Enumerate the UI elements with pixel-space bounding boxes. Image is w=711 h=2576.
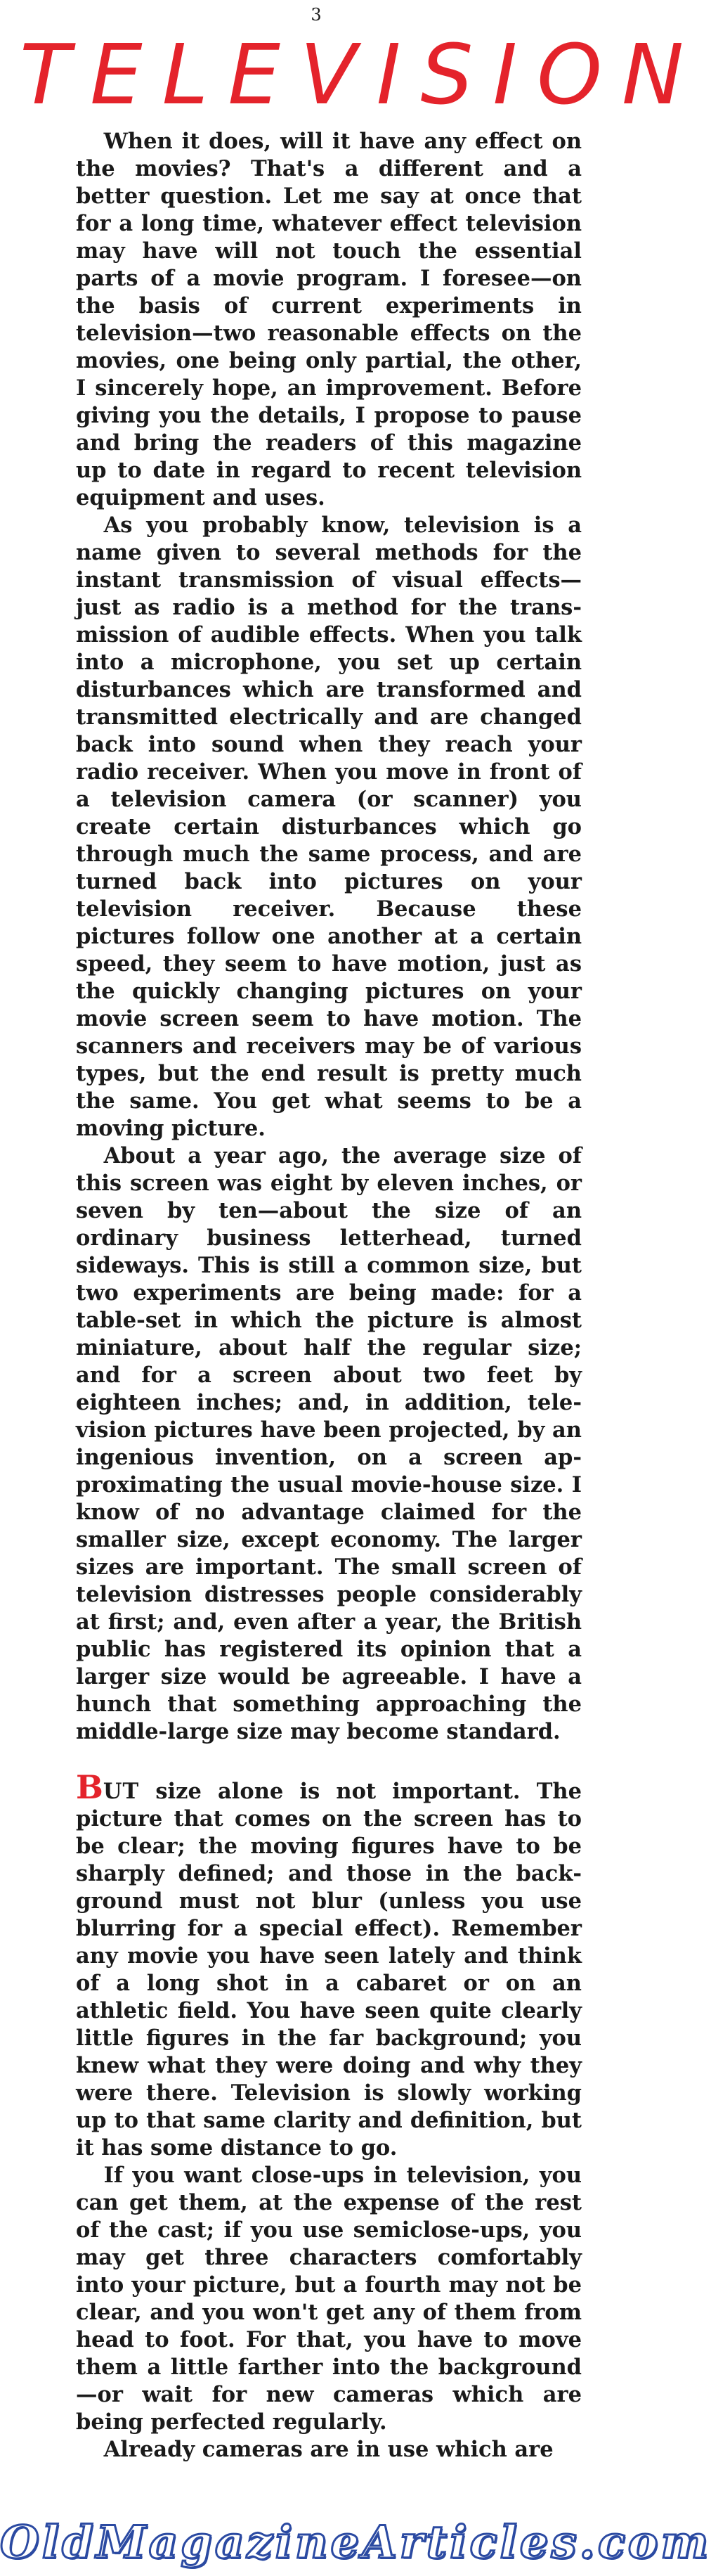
watermark-logo: OldMagazineArticles.com: [0, 2516, 711, 2569]
paragraph-6: Already cameras are in use which are: [103, 2437, 554, 2462]
article-title: TELEVISION: [20, 26, 704, 123]
article-body: [76, 128, 582, 2464]
paragraph-5: If you want close-ups in television, you can get them, at the expense of the rest of the cast; if you use semiclose-ups, you may get three characters comfortably into your picture, but a fourth may not be clear, and you won't get any of them from head to foot. For that, you have to move them a little farther into the background—or wait for new cameras which are being perfected regularly.: [76, 2163, 582, 2435]
paragraph-2: As you probably know, television is a name given to several methods for the instant transmission of visual effects—just as radio is a method for the transmission of audible effects. When you talk into a microphone, you set up certain disturbances which are transformed and transmitted electrically and are changed back into sound when they reach your radio receiver. When you move in front of a television camera (or scanner) you create certain disturbances which go through much the same process, and are turned back into pictures on your television receiver. Because these pictures follow one another at a certain speed, they seem to have motion, just as the quickly changing pictures on your movie screen seem to have motion. The scanners and receivers may be of various types, but the end result is pretty much the same. You get what seems to be a moving picture.: [76, 513, 582, 1141]
paragraph-4-text: size alone is not important. The picture that comes on the screen has to be clear; the moving figures have to be sharply defined; and those in the background must not blur (unless you use blurring for a special effect). Remember any movie you have seen lately and think of a long shot in a cabaret or on an athletic field. You have seen quite clearly little figures in the far background; you knew what they were doing and why they were there. Television is slowly working up to that same clarity and definition, but it has some distance to go.: [76, 1779, 582, 2160]
paragraph-4: [76, 1768, 582, 2162]
small-caps-lead: UT: [103, 1779, 140, 1804]
drop-cap: B: [76, 1768, 103, 1806]
paragraph-1: When it does, will it have any effect on the movies? That's a different and a better question. Let me say at once that for a long time, whatever effect television may have will not touch the essential parts of a movie program. I foresee—on the basis of current experiments in television—two reasonable effects on the movies, one being only partial, the other, I sincerely hope, an improvement. Before giving you the details, I propose to pause and bring the readers of this magazine up to date in regard to recent television equipment and uses.: [76, 129, 582, 510]
paragraph-3: About a year ago, the average size of this screen was eight by eleven inches, or seven by ten—about the size of an ordinary business letterhead, turned sideways. This is still a common size, but two experiments are being made: for a table-set in which the picture is almost miniature, about half the regular size; and for a screen about two feet by eighteen inches; and, in addition, television pictures have been projected, by an ingenious invention, on a screen approximating the usual movie-house size. I know of no advantage claimed for the smaller size, except economy. The larger sizes are important. The small screen of television distresses people considerably at first; and, even after a year, the British public has registered its opinion that a larger size would be agreeable. I have a hunch that something approaching the middle-large size may become standard.: [76, 1143, 582, 1744]
page-number: 3: [311, 5, 322, 25]
